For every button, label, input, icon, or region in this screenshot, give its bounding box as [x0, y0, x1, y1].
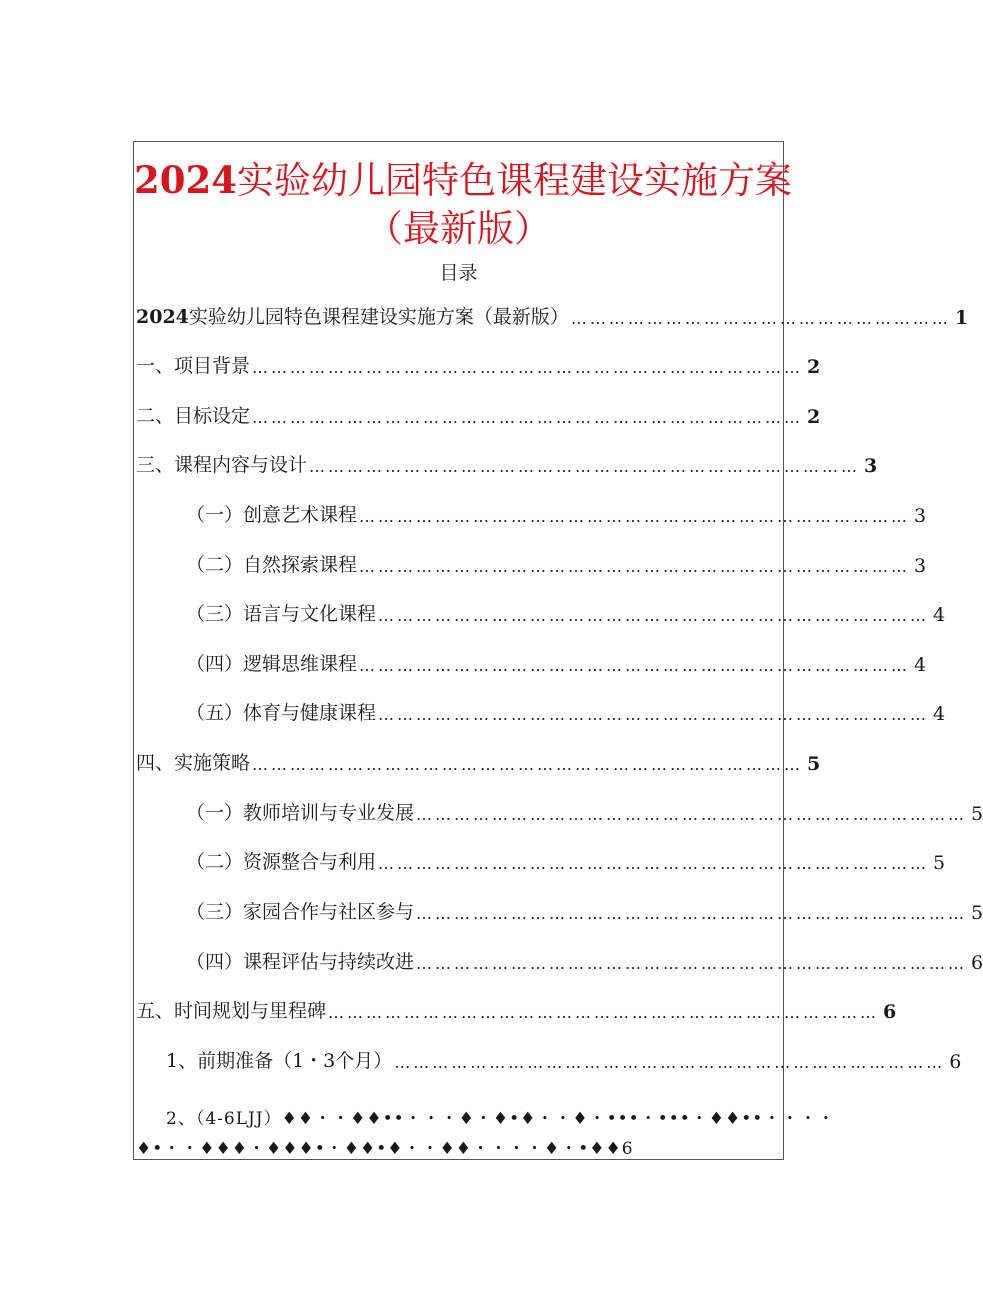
toc-entry[interactable] — [166, 1043, 962, 1073]
toc-page-number: 3 — [864, 455, 878, 477]
toc-entry-label: （五）体育与健康课程 — [186, 702, 377, 724]
toc-entry[interactable] — [186, 894, 983, 924]
toc-leader: …………………………………………………………………………… — [378, 854, 930, 873]
toc-entry[interactable] — [186, 547, 927, 577]
toc-entry[interactable] — [136, 447, 878, 477]
toc-leader: …………………………………………………………………………… — [252, 408, 804, 427]
toc-entry[interactable] — [186, 646, 927, 676]
toc-leader: …………………………………………………………………………… — [359, 656, 911, 675]
toc-entry-label: （三）语言与文化课程 — [186, 603, 377, 625]
toc-leader: …………………………………………………………………………… — [359, 507, 911, 526]
toc-entry[interactable] — [186, 844, 946, 874]
title-text: 实验幼儿园特色课程建设实施方案 — [236, 159, 792, 202]
toc-entry-label: 2024实验幼儿园特色课程建设实施方案（最新版） — [136, 306, 569, 328]
toc-entry-label: （二）自然探索课程 — [186, 554, 358, 576]
toc-page-number: 6 — [949, 1051, 962, 1073]
toc-leader: …………………………………………………………………………… — [378, 705, 930, 724]
toc-page-number: 5 — [807, 753, 821, 775]
toc-entry-label: 三、课程内容与设计 — [136, 454, 308, 476]
toc-page-number: 3 — [914, 555, 927, 577]
toc-page-number: 4 — [914, 654, 927, 676]
toc-entry-label: 四、实施策略 — [136, 752, 251, 774]
toc-page-number: 6 — [971, 952, 983, 974]
toc-entry-label: （一）教师培训与专业发展 — [186, 802, 415, 824]
toc-leader: …………………………………………………………………………… — [416, 954, 968, 973]
toc-leader: …………………………………………………………………………… — [252, 755, 804, 774]
toc-leader: …………………………………………………………………………… — [309, 457, 861, 476]
toc-entry-label: 1、前期准备（1・3个月） — [166, 1050, 393, 1072]
toc-entry-label: （三）家园合作与社区参与 — [186, 901, 415, 923]
toc-page-number: 2 — [807, 356, 821, 378]
toc-leader: …………………………………………………………………………… — [416, 805, 968, 824]
toc-page-number: 2 — [807, 406, 821, 428]
toc-entry-label: 五、时间规划与里程碑 — [136, 1000, 327, 1022]
toc-entry-label: （二）资源整合与利用 — [186, 851, 377, 873]
toc-leader: …………………………………………………………………………… — [359, 557, 911, 576]
toc-entry-label: 一、项目背景 — [136, 355, 251, 377]
garbled-toc-line: ♦•・・♦♦♦・♦♦♦•・♦♦•♦・・♦♦・・・・♦・•♦♦6 — [136, 1139, 634, 1159]
toc-leader: …………………………………………………………………………… — [394, 1053, 946, 1072]
toc-page-number: 5 — [933, 852, 946, 874]
toc-page-number: 4 — [933, 703, 946, 725]
toc-leader: …………………………………………………………………………… — [378, 606, 930, 625]
title-year: 2024 — [134, 158, 237, 202]
toc-entry[interactable] — [136, 745, 821, 775]
toc-entry[interactable] — [186, 944, 983, 974]
toc-entry[interactable] — [186, 497, 927, 527]
document-frame — [133, 141, 983, 1160]
toc-page-number: 6 — [883, 1001, 897, 1023]
toc-entry-label: （一）创意艺术课程 — [186, 504, 358, 526]
toc-leader: …………………………………………………………………………… — [416, 904, 968, 923]
toc-page-number: 5 — [971, 902, 983, 924]
toc-page-number: 4 — [933, 604, 946, 626]
toc-entry[interactable] — [136, 993, 897, 1023]
toc-leader: …………………………………………………………………………… — [252, 358, 804, 377]
toc-entry-label: （四）课程评估与持续改进 — [186, 951, 415, 973]
toc-page-number: 3 — [914, 505, 927, 527]
toc-entry-label: （四）逻辑思维课程 — [186, 653, 358, 675]
toc-leader: …………………………………………………… — [570, 309, 951, 328]
document-title — [134, 150, 792, 204]
toc-entry[interactable] — [136, 398, 821, 428]
toc-entry[interactable] — [186, 795, 983, 825]
toc-leader: …………………………………………………………………………… — [328, 1003, 880, 1022]
toc-entry[interactable] — [136, 299, 969, 329]
garbled-toc-line: 2、（4-6LJJ）♦♦・・♦♦••・・・♦・♦•♦・・♦・•••・•••・♦♦••・・・・ — [166, 1109, 836, 1129]
toc-page-number: 1 — [954, 307, 969, 329]
toc-entry[interactable] — [186, 695, 946, 725]
toc-entry[interactable] — [186, 596, 946, 626]
toc-page-number: 5 — [971, 803, 983, 825]
toc-entry-label: 二、目标设定 — [136, 405, 251, 427]
toc-entry[interactable] — [136, 348, 821, 378]
toc-heading: 目录 — [439, 262, 478, 284]
document-subtitle: （最新版） — [366, 207, 551, 250]
